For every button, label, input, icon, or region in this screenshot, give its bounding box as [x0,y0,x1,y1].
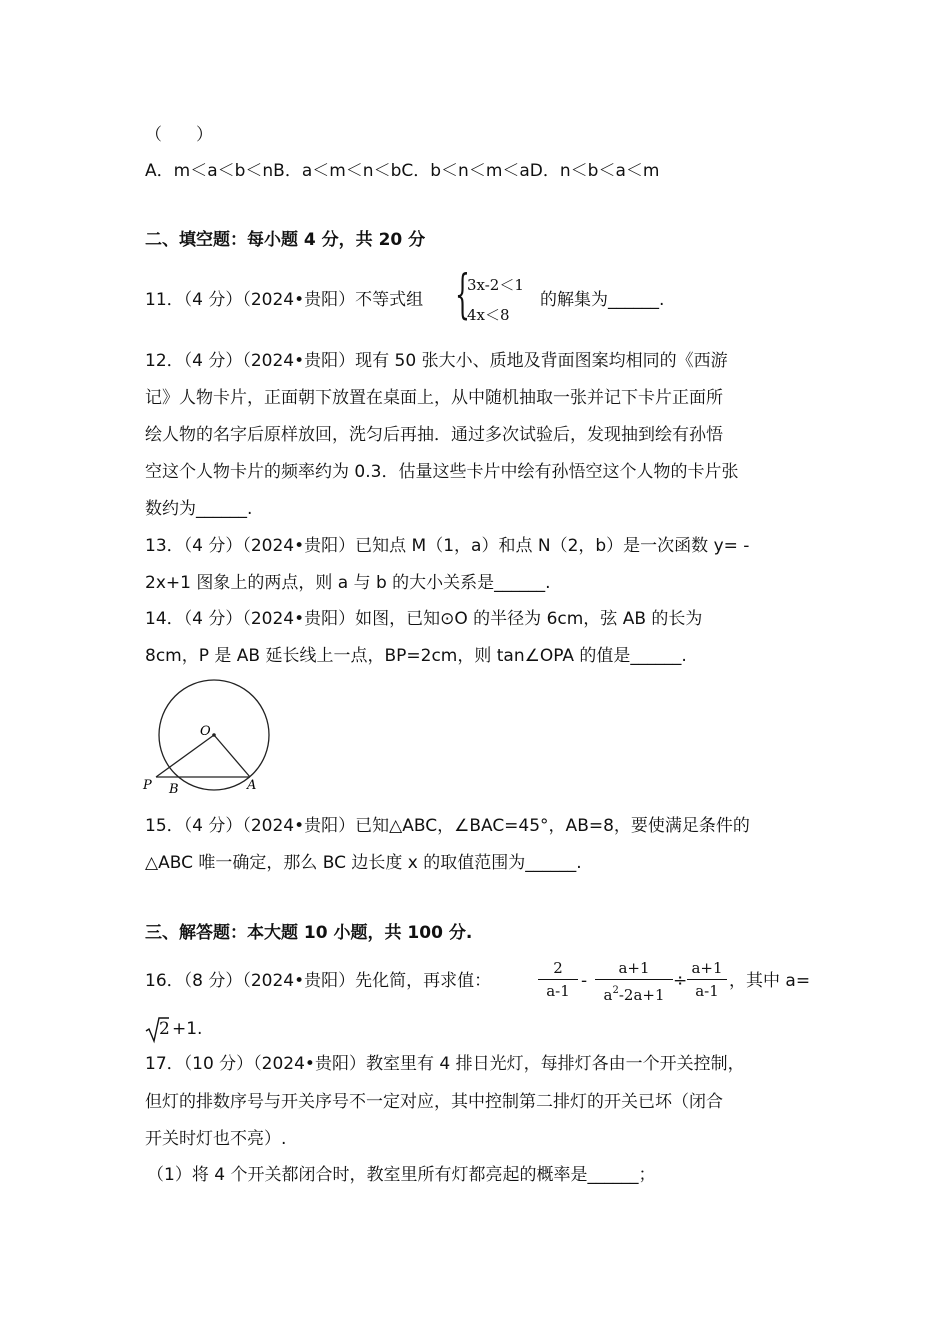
divide-sign: ÷ [673,971,688,991]
circle-diagram [140,676,280,801]
denominator-base: a [603,986,613,1004]
q14-line-1: 14．（4 分）（2024•贵阳）如图，已知⊙O 的半径为 6cm，弦 AB 的长为 [145,609,703,629]
inequality-system [455,265,540,330]
q11-prefix: 11．（4 分）（2024•贵阳）不等式组 [145,290,424,310]
q16-suffix: ，其中 a= [729,971,811,991]
q15-line-1: 15．（4 分）（2024•贵阳）已知△ABC，∠BAC=45°，AB=8，要使满足条件的 [145,816,750,836]
q12-line-3: 绘人物的名字后原样放回，洗匀后再抽．通过多次试验后，发现抽到绘有孙悟 [145,425,723,445]
inequality-row-2: 4x＜8 [467,306,510,324]
fraction-2-denominator [595,980,673,1006]
fraction-2 [595,958,673,1006]
q15-line-2: △ABC 唯一确定，那么 BC 边长度 x 的取值范围为______. [145,853,582,873]
center-point [212,733,216,737]
q12-line-5: 数约为______. [145,499,253,519]
q10-options: A．m＜a＜b＜nB．a＜m＜n＜bC．b＜n＜m＜aD．n＜b＜a＜m [145,161,660,181]
q17-part-1: （1）将 4 个开关都闭合时，教室里所有灯都亮起的概率是______； [147,1165,656,1185]
section3-heading: 三、解答题：本大题 10 小题，共 100 分. [145,923,473,943]
label-a: A [247,778,257,793]
circle-figure [140,676,280,801]
q12-line-1: 12．（4 分）（2024•贵阳）现有 50 张大小、质地及背面图案均相同的《西游 [145,351,728,371]
label-b: B [169,782,179,797]
fraction-1-denominator: a-1 [546,982,570,1000]
q12-line-4: 空这个人物卡片的频率约为 0.3．估量这些卡片中绘有孙悟空这个人物的卡片张 [145,462,739,482]
q17-line-2: 但灯的排数序号与开关序号不一定对应，其中控制第二排灯的开关已坏（闭合 [145,1092,723,1112]
sqrt-tail: +1. [172,1019,203,1039]
q14-line-2: 8cm，P 是 AB 延长线上一点，BP=2cm，则 tan∠OPA 的值是______. [145,646,687,666]
label-o: O [200,724,211,739]
minus-sign: - [581,971,588,991]
fraction-1 [538,958,578,1002]
inequality-row-1: 3x-2＜1 [467,276,524,294]
fraction-2-numerator: a+1 [595,958,673,980]
q13-line-1: 13．（4 分）（2024•贵阳）已知点 M（1，a）和点 N（2，b）是一次函数 y= - [145,536,750,556]
segment-op [156,735,214,777]
denominator-exponent: 2 [612,985,619,996]
denominator-rest: -2a+1 [618,986,665,1004]
q17-line-3: 开关时灯也不亮）. [145,1129,287,1149]
q10-bracket: （ ） [145,125,213,145]
section2-heading: 二、填空题：每小题 4 分，共 20 分 [145,230,426,250]
sqrt-radicand: 2 [159,1019,170,1039]
q17-line-1: 17．（10 分）（2024•贵阳）教室里有 4 排日光灯，每排灯各由一个开关控制， [145,1054,745,1074]
q12-line-2: 记》人物卡片，正面朝下放置在桌面上，从中随机抽取一张并记下卡片正面所 [145,388,723,408]
brace-icon: { [455,265,470,325]
label-p: P [143,778,152,793]
segment-oa [214,735,250,777]
fraction-3-denominator: a-1 [695,982,719,1000]
q11-suffix: 的解集为______. [540,290,665,310]
q16-prefix: 16．（8 分）（2024•贵阳）先化简，再求值： [145,971,492,991]
fraction-3 [687,958,727,1002]
fraction-1-numerator: 2 [538,958,578,980]
fraction-3-numerator: a+1 [687,958,727,980]
q13-line-2: 2x+1 图象上的两点，则 a 与 b 的大小关系是______. [145,573,551,593]
